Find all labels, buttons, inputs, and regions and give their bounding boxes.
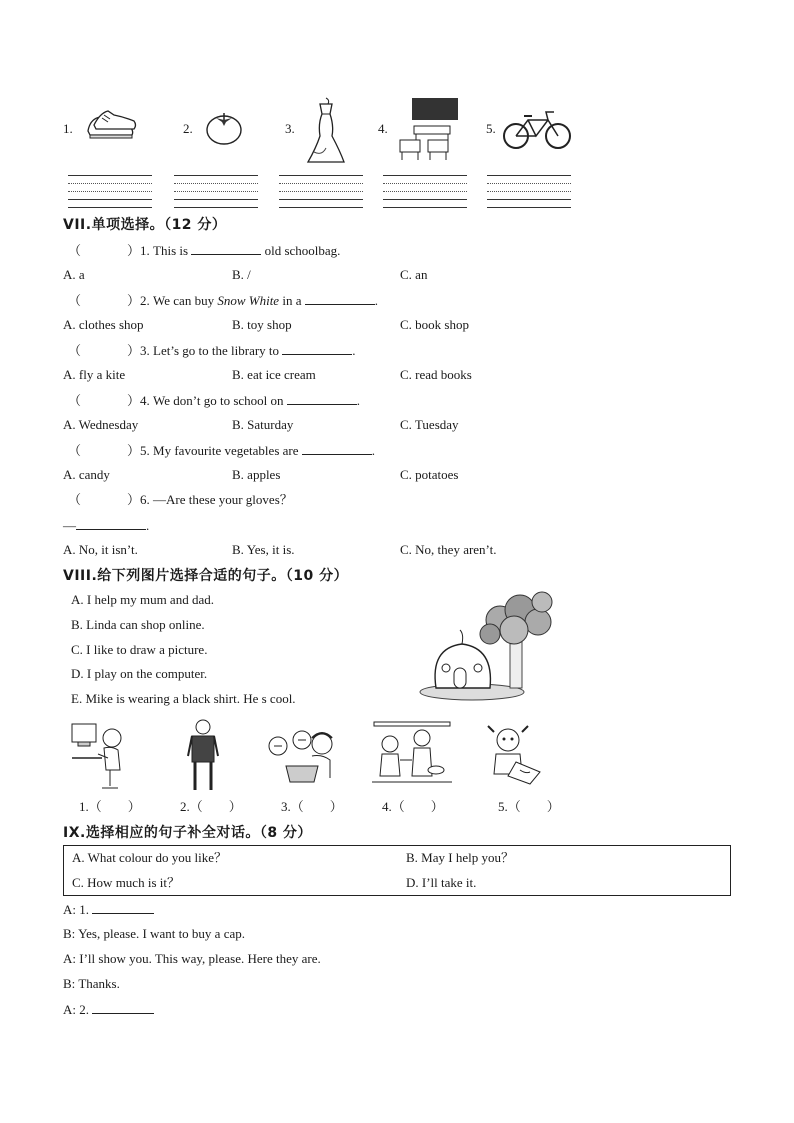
q6-option-a: A. No, it isn’t. bbox=[63, 542, 138, 557]
q5-option-c: C. potatoes bbox=[400, 467, 459, 482]
sentence-e: E. Mike is wearing a black shirt. He s cool. bbox=[71, 691, 296, 706]
q5-option-a: A. candy bbox=[63, 467, 110, 482]
q4-option-b: B. Saturday bbox=[232, 417, 294, 432]
question-2: （ ）2. We can buy Snow White in a . bbox=[68, 293, 378, 308]
sentence-a: A. I help my mum and dad. bbox=[71, 592, 214, 607]
sentence-c: C. I like to draw a picture. bbox=[71, 642, 208, 657]
section8-title: VIII.给下列图片选择合适的句子。（10 分） bbox=[63, 568, 349, 584]
picture-number-3: 3. bbox=[285, 121, 295, 136]
dialogue-line-1: A: 1. bbox=[63, 900, 154, 919]
answer-blank[interactable] bbox=[92, 1000, 154, 1014]
answer-blank[interactable] bbox=[92, 900, 154, 914]
picture-answer-5[interactable]: 5.（ ） bbox=[498, 799, 560, 814]
dialogue-line-3: A: I’ll show you. This way, please. Here they are. bbox=[63, 951, 321, 966]
answer-blank[interactable] bbox=[76, 516, 146, 530]
picture-number-4: 4. bbox=[378, 121, 388, 136]
picture-number-2: 2. bbox=[183, 121, 193, 136]
q4-option-a: A. Wednesday bbox=[63, 417, 139, 432]
dress-icon bbox=[300, 96, 346, 166]
q6-option-c: C. No, they aren’t. bbox=[400, 542, 497, 557]
girl-shopping-online-icon bbox=[268, 726, 340, 788]
dialogue-option-b: B. May I help you？ bbox=[406, 850, 514, 865]
question-1: （ ）1. This is old schoolbag. bbox=[68, 243, 341, 258]
sentence-d: D. I play on the computer. bbox=[71, 666, 208, 681]
q1-option-b: B. / bbox=[232, 267, 251, 282]
question-5: （ ）5. My favourite vegetables are . bbox=[68, 443, 375, 458]
picture-number-5: 5. bbox=[486, 121, 496, 136]
girl-drawing-icon bbox=[486, 722, 544, 788]
question-3: （ ）3. Let’s go to the library to . bbox=[68, 343, 356, 358]
girl-at-computer-icon bbox=[68, 718, 130, 792]
dialogue-line-4: B: Thanks. bbox=[63, 976, 120, 991]
classroom-desks-icon bbox=[398, 96, 462, 162]
sneakers-icon bbox=[84, 105, 136, 147]
q2-option-c: C. book shop bbox=[400, 317, 469, 332]
answer-blank[interactable] bbox=[302, 441, 372, 455]
question-6: （ ）6. —Are these your gloves？ bbox=[68, 492, 293, 507]
family-helping-icon bbox=[370, 720, 454, 790]
answer-blank[interactable] bbox=[287, 391, 357, 405]
picture-answer-3[interactable]: 3.（ ） bbox=[281, 799, 343, 814]
tree-house-decoration-icon bbox=[410, 588, 570, 708]
sentence-b: B. Linda can shop online. bbox=[71, 617, 205, 632]
q3-option-a: A. fly a kite bbox=[63, 367, 126, 382]
dialogue-option-c: C. How much is it？ bbox=[72, 875, 180, 890]
picture-answer-4[interactable]: 4.（ ） bbox=[382, 799, 444, 814]
question-6-answer: — . bbox=[63, 518, 150, 533]
bicycle-icon bbox=[502, 108, 572, 152]
man-in-shirt-icon bbox=[186, 718, 220, 794]
q3-option-b: B. eat ice cream bbox=[232, 367, 316, 382]
section7-title: VII.单项选择。（12 分） bbox=[63, 217, 227, 233]
answer-blank[interactable] bbox=[282, 341, 352, 355]
dialogue-line-2: B: Yes, please. I want to buy a cap. bbox=[63, 926, 245, 941]
q5-option-b: B. apples bbox=[232, 467, 281, 482]
answer-blank[interactable] bbox=[305, 291, 375, 305]
q4-option-c: C. Tuesday bbox=[400, 417, 459, 432]
q2-option-a: A. clothes shop bbox=[63, 317, 144, 332]
q1-option-a: A. a bbox=[63, 267, 85, 282]
dialogue-option-a: A. What colour do you like？ bbox=[72, 850, 228, 865]
picture-number-1: 1. bbox=[63, 121, 73, 136]
q1-option-c: C. an bbox=[400, 267, 428, 282]
q6-option-b: B. Yes, it is. bbox=[232, 542, 295, 557]
dialogue-option-d: D. I’ll take it. bbox=[406, 875, 477, 890]
picture-answer-1[interactable]: 1.（ ） bbox=[79, 799, 141, 814]
dialogue-line-5: A: 2. bbox=[63, 1000, 154, 1019]
picture-answer-2[interactable]: 2.（ ） bbox=[180, 799, 242, 814]
q2-option-b: B. toy shop bbox=[232, 317, 292, 332]
section9-title: IX.选择相应的句子补全对话。（8 分） bbox=[63, 825, 312, 841]
tomato-icon bbox=[204, 110, 244, 146]
q3-option-c: C. read books bbox=[400, 367, 472, 382]
question-4: （ ）4. We don’t go to school on . bbox=[68, 393, 361, 408]
answer-blank[interactable] bbox=[191, 241, 261, 255]
